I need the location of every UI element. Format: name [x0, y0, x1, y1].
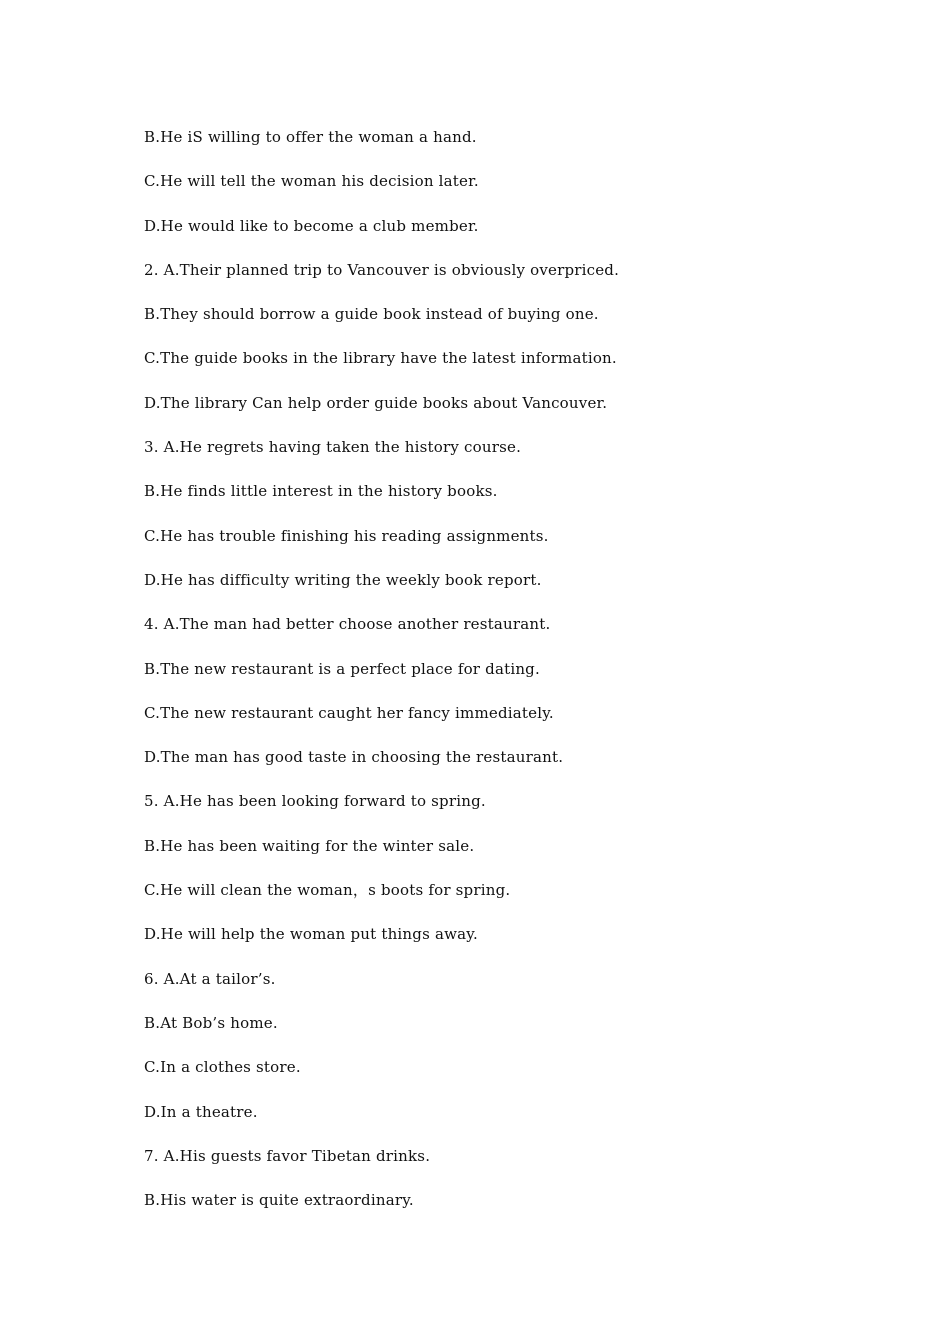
option-line: D.He would like to become a club member. — [144, 216, 479, 235]
option-line: C.He will tell the woman his decision later. — [144, 172, 479, 191]
option-line: B.The new restaurant is a perfect place for dating. — [144, 659, 540, 678]
question-line: 2. A.Their planned trip to Vancouver is obviously overpriced. — [144, 260, 620, 279]
option-line: D.The library Can help order guide books about Vancouver. — [144, 393, 608, 412]
option-line: C.In a clothes store. — [144, 1058, 301, 1077]
option-line: B.At Bob’s home. — [144, 1013, 278, 1032]
option-line: C.He has trouble finishing his reading assignments. — [144, 526, 549, 545]
option-line: C.The guide books in the library have the latest information. — [144, 349, 617, 368]
option-line: D.He has difficulty writing the weekly book report. — [144, 570, 542, 589]
option-line: B.He iS willing to offer the woman a hand. — [144, 128, 477, 146]
question-line: 4. A.The man had better choose another restaurant. — [144, 615, 551, 634]
option-line: D.The man has good taste in choosing the restaurant. — [144, 748, 564, 767]
question-line: 5. A.He has been looking forward to spring. — [144, 792, 486, 811]
option-line: B.His water is quite extraordinary. — [144, 1191, 414, 1210]
option-line: B.He has been waiting for the winter sale. — [144, 836, 475, 855]
option-line: B.He finds little interest in the history books. — [144, 482, 498, 501]
question-line: 3. A.He regrets having taken the history course. — [144, 438, 522, 457]
option-line: B.They should borrow a guide book instead of buying one. — [144, 305, 599, 324]
option-line: D.In a theatre. — [144, 1102, 258, 1121]
option-line: D.He will help the woman put things away. — [144, 925, 478, 944]
question-options-list — [144, 125, 619, 1232]
option-line: C.He will clean the woman，s boots for spring. — [144, 881, 511, 900]
question-line: 7. A.His guests favor Tibetan drinks. — [144, 1146, 431, 1165]
question-line: 6. A.At a tailor’s. — [144, 969, 276, 988]
option-line: C.The new restaurant caught her fancy immediately. — [144, 703, 554, 722]
